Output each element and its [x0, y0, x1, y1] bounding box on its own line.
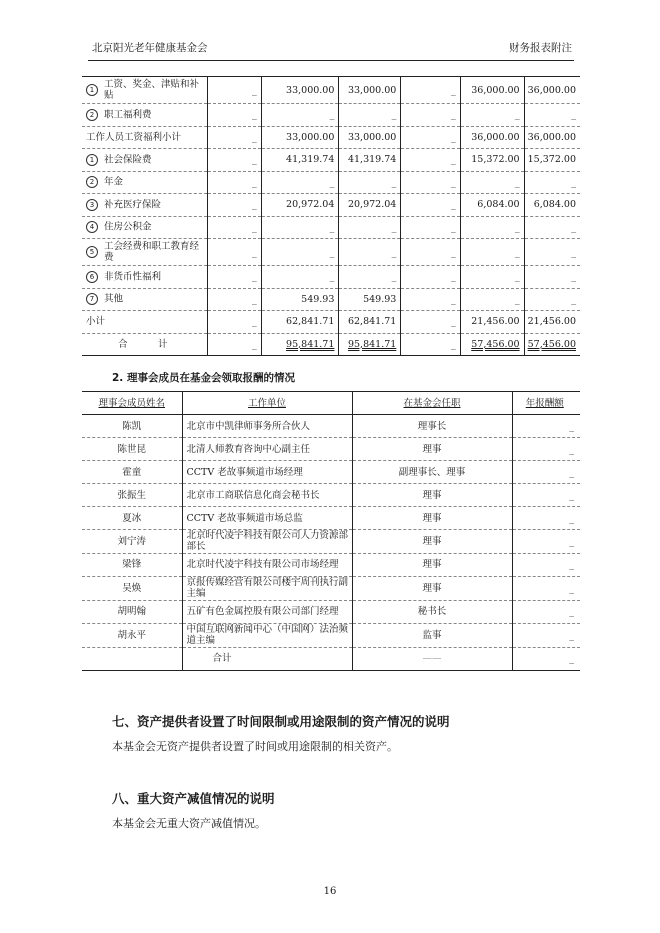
table-cell: _ — [339, 239, 401, 266]
table-cell: _ — [524, 266, 580, 289]
table-cell: _ — [208, 77, 261, 104]
table-cell: _ — [460, 104, 524, 127]
circled-number-icon: 5 — [86, 246, 98, 258]
header-rule — [88, 60, 574, 61]
table-row — [82, 484, 580, 507]
table-cell: _ — [339, 266, 401, 289]
member-name-cell: 刘宁涛 — [82, 530, 182, 554]
circled-number-icon: 6 — [86, 271, 98, 283]
header-doc-title: 财务报表附注 — [509, 42, 572, 54]
circled-number-icon: 1 — [86, 84, 98, 96]
table-row — [82, 216, 580, 239]
table-cell: _ — [261, 104, 339, 127]
table-cell: 15,372.00 — [460, 149, 524, 172]
table-cell: _ — [208, 104, 261, 127]
table-cell: _ — [460, 171, 524, 194]
table-cell: _ — [524, 171, 580, 194]
table-row — [82, 507, 580, 530]
table-row — [82, 194, 580, 217]
board-compensation-table — [82, 391, 580, 671]
table-cell: 6,084.00 — [524, 194, 580, 217]
row-label: 住房公积金 — [104, 221, 152, 233]
circled-number-icon: 4 — [86, 221, 98, 233]
member-unit-cell: 京报传媒经营有限公司楼宇周刊执行副主编 — [182, 577, 352, 601]
header-cell — [352, 392, 512, 415]
member-unit-cell: 北京时代凌宇科技有限公司市场经理 — [182, 553, 352, 577]
row-label-cell — [82, 311, 208, 334]
table-cell: _ — [261, 266, 339, 289]
table-cell: _ — [460, 288, 524, 311]
total-cell: 57,456.00 — [460, 333, 524, 356]
member-pay-cell: _ — [512, 461, 580, 484]
table-cell: 62,841.71 — [261, 311, 339, 334]
table-row — [82, 415, 580, 438]
table-row — [82, 239, 580, 266]
header-org-name: 北京阳光老年健康基金会 — [92, 42, 208, 54]
member-role-cell: 理事 — [352, 577, 512, 601]
table-row — [82, 577, 580, 601]
header-cell — [82, 392, 182, 415]
total-pay: _ — [512, 647, 580, 670]
member-pay-cell: _ — [512, 624, 580, 648]
table-cell: 36,000.00 — [460, 126, 524, 149]
header-row — [82, 392, 580, 415]
member-unit-cell: 北京市工商联信息化商会秘书长 — [182, 484, 352, 507]
table-cell: _ — [261, 239, 339, 266]
table-row — [82, 104, 580, 127]
table-cell: 36,000.00 — [460, 77, 524, 104]
row-label: 补充医疗保险 — [104, 199, 162, 211]
member-role-cell: 理事长 — [352, 415, 512, 438]
row-label: 小计 — [86, 316, 106, 328]
table-cell: _ — [261, 216, 339, 239]
total-label-cell — [82, 333, 208, 356]
member-role-cell: 理事 — [352, 553, 512, 577]
table-cell: _ — [401, 149, 460, 172]
member-name-cell: 张振生 — [82, 484, 182, 507]
row-label-cell — [82, 239, 208, 266]
table-cell: 36,000.00 — [524, 126, 580, 149]
table-cell: _ — [339, 216, 401, 239]
empty-cell — [82, 647, 182, 670]
column-header: 工作单位 — [247, 397, 286, 409]
row-label: 非货币性福利 — [104, 271, 162, 283]
row-label-cell — [82, 288, 208, 311]
row-label: 职工福利费 — [104, 109, 152, 121]
table-cell: 21,456.00 — [524, 311, 580, 334]
member-role-cell: 理事 — [352, 484, 512, 507]
table-cell: _ — [401, 171, 460, 194]
table-cell: _ — [460, 266, 524, 289]
table-cell: _ — [208, 149, 261, 172]
table-cell: _ — [401, 126, 460, 149]
member-role-cell: 监事 — [352, 624, 512, 648]
total-label-b: 计 — [158, 338, 168, 350]
row-label-cell — [82, 171, 208, 194]
total-cell: 57,456.00 — [524, 333, 580, 356]
table-row — [82, 624, 580, 648]
table-cell: _ — [208, 239, 261, 266]
circled-number-icon: 2 — [86, 109, 98, 121]
table-row — [82, 126, 580, 149]
table-cell: _ — [524, 239, 580, 266]
circled-number-icon: 2 — [86, 176, 98, 188]
table-row — [82, 461, 580, 484]
member-name-cell: 胡永平 — [82, 624, 182, 648]
table-cell: 20,972.04 — [339, 194, 401, 217]
member-unit-cell: 中国互联网新闻中心（中国网）法治频道主编 — [182, 624, 352, 648]
table-cell: _ — [261, 171, 339, 194]
table-cell: 62,841.71 — [339, 311, 401, 334]
table-cell: _ — [208, 216, 261, 239]
member-unit-cell: CCTV 老故事频道市场经理 — [182, 461, 352, 484]
table-cell: _ — [401, 288, 460, 311]
member-name-cell: 胡明翰 — [82, 600, 182, 624]
member-name-cell: 梁锋 — [82, 553, 182, 577]
table-row — [82, 288, 580, 311]
section-7-text: 本基金会无资产提供者设置了时间或用途限制的相关资产。 — [112, 740, 398, 753]
table-cell: _ — [401, 77, 460, 104]
table-cell: 33,000.00 — [261, 126, 339, 149]
table-cell: _ — [524, 216, 580, 239]
row-label: 工作人员工资福利小计 — [86, 131, 182, 143]
member-role-cell: 理事 — [352, 438, 512, 461]
table-cell: 6,084.00 — [460, 194, 524, 217]
row-label: 社会保险费 — [104, 154, 152, 166]
header-cell — [512, 392, 580, 415]
table-cell: _ — [401, 216, 460, 239]
table-cell: _ — [339, 104, 401, 127]
row-label-cell — [82, 77, 208, 104]
total-role: —— — [352, 647, 512, 670]
member-pay-cell: _ — [512, 577, 580, 601]
table-cell: 41,319.74 — [261, 149, 339, 172]
section-7-heading: 七、资产提供者设置了时间限制或用途限制的资产情况的说明 — [112, 714, 450, 729]
row-label: 其他 — [104, 293, 124, 305]
total-label: 合计 — [182, 647, 352, 670]
section-2-title: 2. 理事会成员在基金会领取报酬的情况 — [112, 372, 295, 384]
table-cell: _ — [401, 239, 460, 266]
member-role-cell: 理事 — [352, 507, 512, 530]
member-role-cell: 秘书长 — [352, 600, 512, 624]
table-cell: _ — [524, 288, 580, 311]
member-name-cell: 夏冰 — [82, 507, 182, 530]
table-row — [82, 77, 580, 104]
member-pay-cell: _ — [512, 438, 580, 461]
table-cell: 549.93 — [261, 288, 339, 311]
table-cell: _ — [208, 126, 261, 149]
column-header: 理事会成员姓名 — [98, 397, 165, 409]
salary-welfare-table — [82, 76, 580, 356]
table-row — [82, 600, 580, 624]
table-cell: _ — [339, 171, 401, 194]
member-unit-cell: 北京时代凌宇科技有限公司人力资源部部长 — [182, 530, 352, 554]
table-cell: 36,000.00 — [524, 77, 580, 104]
total-row — [82, 647, 580, 670]
total-cell: _ — [208, 333, 261, 356]
table-cell: _ — [401, 266, 460, 289]
table-cell: 33,000.00 — [261, 77, 339, 104]
row-label-cell — [82, 104, 208, 127]
table-cell: 33,000.00 — [339, 77, 401, 104]
circled-number-icon: 3 — [86, 199, 98, 211]
table-row — [82, 553, 580, 577]
table-row — [82, 311, 580, 334]
table-cell: 20,972.04 — [261, 194, 339, 217]
table-cell: 21,456.00 — [460, 311, 524, 334]
member-name-cell: 霍童 — [82, 461, 182, 484]
member-unit-cell: CCTV 老故事频道市场总监 — [182, 507, 352, 530]
table-cell: _ — [208, 288, 261, 311]
row-label-cell — [82, 126, 208, 149]
total-row — [82, 333, 580, 356]
circled-number-icon: 1 — [86, 154, 98, 166]
table-row — [82, 438, 580, 461]
total-cell: 95,841.71 — [261, 333, 339, 356]
table-cell: _ — [208, 194, 261, 217]
row-label: 工会经费和职工教育经费 — [104, 241, 200, 263]
table-cell: _ — [208, 311, 261, 334]
section-8-text: 本基金会无重大资产减值情况。 — [112, 817, 266, 830]
table-row — [82, 530, 580, 554]
table-cell: 41,319.74 — [339, 149, 401, 172]
table-cell: _ — [401, 194, 460, 217]
table-cell: _ — [208, 266, 261, 289]
row-label-cell — [82, 149, 208, 172]
table-cell: _ — [401, 104, 460, 127]
table-cell: _ — [460, 239, 524, 266]
member-unit-cell: 五矿有色金属控股有限公司部门经理 — [182, 600, 352, 624]
member-role-cell: 理事 — [352, 530, 512, 554]
column-header: 年报酬额 — [525, 397, 564, 409]
row-label-cell — [82, 266, 208, 289]
table-cell: _ — [208, 171, 261, 194]
member-pay-cell: _ — [512, 415, 580, 438]
member-name-cell: 陈凯 — [82, 415, 182, 438]
member-pay-cell: _ — [512, 484, 580, 507]
column-header: 在基金会任职 — [403, 397, 461, 409]
row-label: 工资、奖金、津贴和补贴 — [104, 79, 200, 101]
table-cell: 33,000.00 — [339, 126, 401, 149]
table-row — [82, 149, 580, 172]
table-row — [82, 171, 580, 194]
table-cell: _ — [524, 104, 580, 127]
circled-number-icon: 7 — [86, 293, 98, 305]
row-label-cell — [82, 216, 208, 239]
total-cell: 95,841.71 — [339, 333, 401, 356]
table-cell: 549.93 — [339, 288, 401, 311]
member-pay-cell: _ — [512, 600, 580, 624]
table-cell: _ — [460, 216, 524, 239]
member-pay-cell: _ — [512, 530, 580, 554]
member-name-cell: 陈世昆 — [82, 438, 182, 461]
page-number: 16 — [323, 886, 337, 897]
section-8-heading: 八、重大资产减值情况的说明 — [112, 791, 275, 806]
member-role-cell: 副理事长、理事 — [352, 461, 512, 484]
table-row — [82, 266, 580, 289]
row-label: 年金 — [104, 176, 124, 188]
member-name-cell: 吴焕 — [82, 577, 182, 601]
header-cell — [182, 392, 352, 415]
member-pay-cell: _ — [512, 553, 580, 577]
row-label-cell — [82, 194, 208, 217]
table-cell: _ — [401, 311, 460, 334]
member-unit-cell: 北清人师教育咨询中心副主任 — [182, 438, 352, 461]
total-label-a: 合 — [118, 338, 128, 350]
table-cell: 15,372.00 — [524, 149, 580, 172]
member-unit-cell: 北京市中凯律师事务所合伙人 — [182, 415, 352, 438]
total-cell: _ — [401, 333, 460, 356]
member-pay-cell: _ — [512, 507, 580, 530]
